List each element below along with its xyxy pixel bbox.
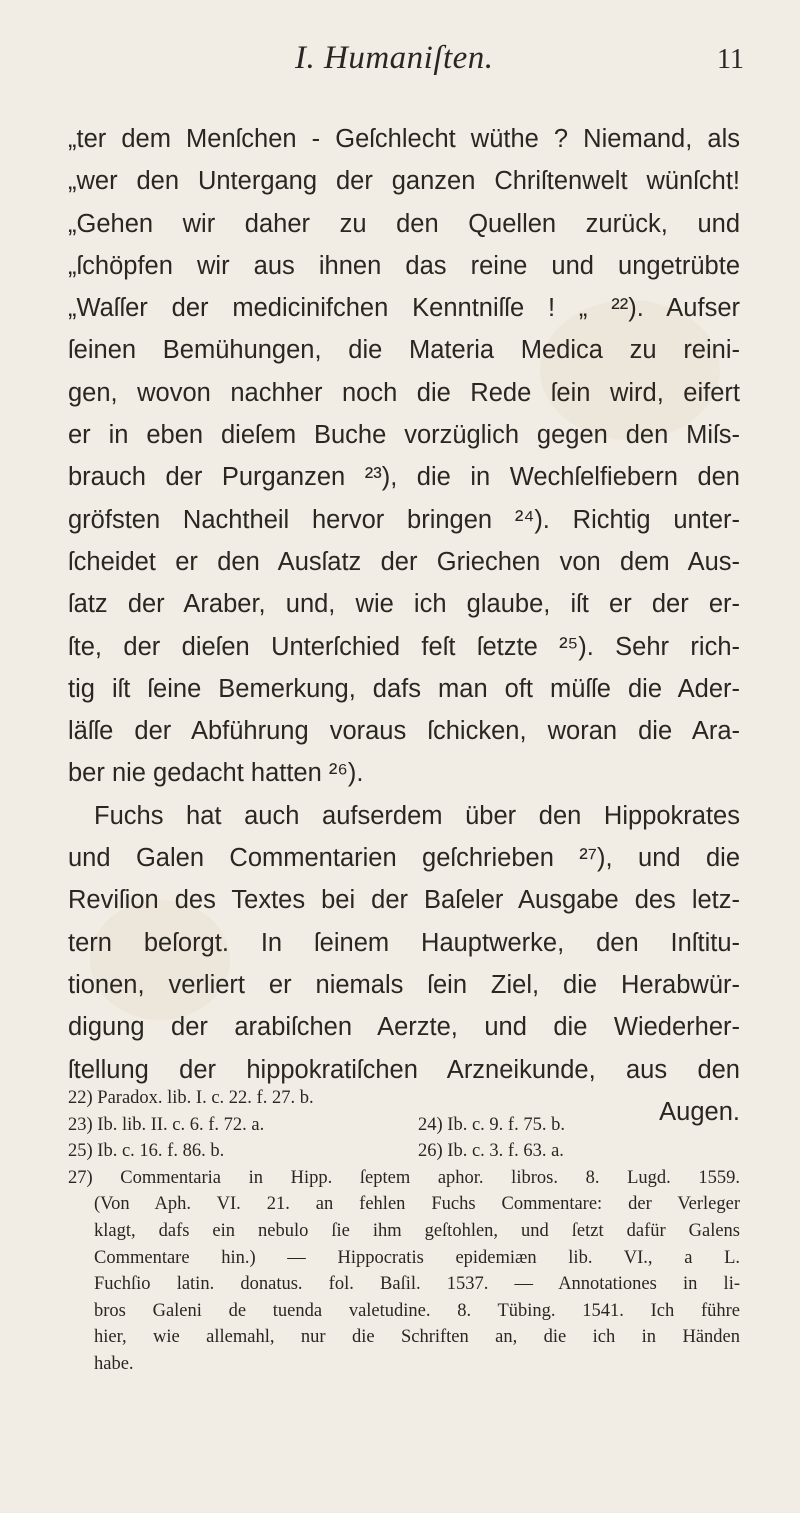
footnote-row [68, 1112, 740, 1139]
footnote-line: klagt, dafs ein nebulo ſie ihm geſtohlen, und ſetzt dafür Galens [94, 1220, 740, 1241]
text-line: gröfsten Nachtheil hervor bringen ²⁴). Richtig unter- [68, 505, 740, 534]
text-line: ſcheidet er den Ausſatz der Griechen von dem Aus- [68, 547, 740, 576]
footnote: 22) Paradox. lib. I. c. 22. f. 27. b. [68, 1088, 314, 1108]
footnote-line: 27) Commentaria in Hipp. ſeptem aphor. libros. 8. Lugd. 1559. [68, 1167, 740, 1188]
text-line: tionen, verliert er niemals ſein Ziel, die Herabwür- [68, 970, 740, 999]
footnote-line: habe. [94, 1353, 134, 1374]
main-text [68, 118, 740, 1133]
text-line: und Galen Commentarien geſchrieben ²⁷), und die [68, 844, 740, 873]
text-line: ber nie gedacht hatten ²⁶). [68, 759, 364, 788]
text-line: gen, wovon nachher noch die Rede ſein wird, eifert [68, 378, 740, 407]
text-line: „Gehen wir daher zu den Quellen zurück, und [68, 209, 740, 238]
footnote: 24) Ib. c. 9. f. 75. b. [418, 1114, 565, 1135]
text-line: brauch der Purganzen ²³), die in Wechſelfiebern den [68, 463, 740, 492]
footnote-line: hier, wie allemahl, nur die Schriften an, die ich in Händen [94, 1327, 740, 1348]
footnote-row [68, 1138, 740, 1165]
text-line: ſatz der Araber, und, wie ich glaube, iſt er der er- [68, 590, 740, 619]
text-line: digung der arabiſchen Aerzte, und die Wiederher- [68, 1013, 740, 1042]
text-line: ſeinen Bemühungen, die Materia Medica zu reini- [68, 336, 740, 365]
text-line: er in eben dieſem Buche vorzüglich gegen den Miſs- [68, 421, 740, 450]
text-line: Fuchs hat auch aufserdem über den Hippokrates [94, 801, 740, 830]
footnote-line: Fuchſio latin. donatus. fol. Baſil. 1537. — Annotationes in li- [94, 1274, 740, 1295]
footnote-line: bros Galeni de tuenda valetudine. 8. Tübing. 1541. Ich führe [94, 1300, 740, 1321]
text-line: „ter dem Menſchen - Geſchlecht wüthe ? Niemand, als [68, 125, 740, 153]
text-line: „Waſſer der medicinifchen Kenntniſſe ! „ ²²). Aufser [68, 294, 740, 323]
footnote-line: Commentare hin.) — Hippocratis epidemiæn lib. VI., a L. [94, 1247, 740, 1268]
running-head: I. Humaniſten. [295, 40, 494, 76]
catchword: Augen. [659, 1097, 740, 1126]
text-line: läſſe der Abführung voraus ſchicken, woran die Ara- [68, 717, 740, 746]
text-line: tern beſorgt. In ſeinem Hauptwerke, den Inſtitu- [68, 928, 740, 957]
footnote-line: (Von Aph. VI. 21. an fehlen Fuchs Commentare: der Verleger [94, 1194, 740, 1215]
text-line: „wer den Untergang der ganzen Chriſtenwelt wünſcht! [68, 167, 740, 196]
page-number: 11 [717, 44, 744, 75]
text-line: ſte, der dieſen Unterſchied feſt ſetzte ²⁵). Sehr rich- [68, 632, 740, 661]
text-line: tig iſt ſeine Bemerkung, dafs man oft müſſe die Ader- [68, 674, 740, 703]
page-header [0, 40, 800, 80]
footnote: 23) Ib. lib. II. c. 6. f. 72. a. [68, 1114, 265, 1135]
footnotes [68, 1085, 740, 1378]
text-line: ſtellung der hippokratiſchen Arzneikunde, aus den [68, 1055, 740, 1084]
text-line: „ſchöpfen wir aus ihnen das reine und ungetrübte [68, 251, 740, 280]
footnote: 26) Ib. c. 3. f. 63. a. [418, 1141, 564, 1162]
footnote: 25) Ib. c. 16. f. 86. b. [68, 1141, 225, 1162]
text-line: Reviſion des Textes bei der Baſeler Ausgabe des letz- [68, 886, 740, 915]
